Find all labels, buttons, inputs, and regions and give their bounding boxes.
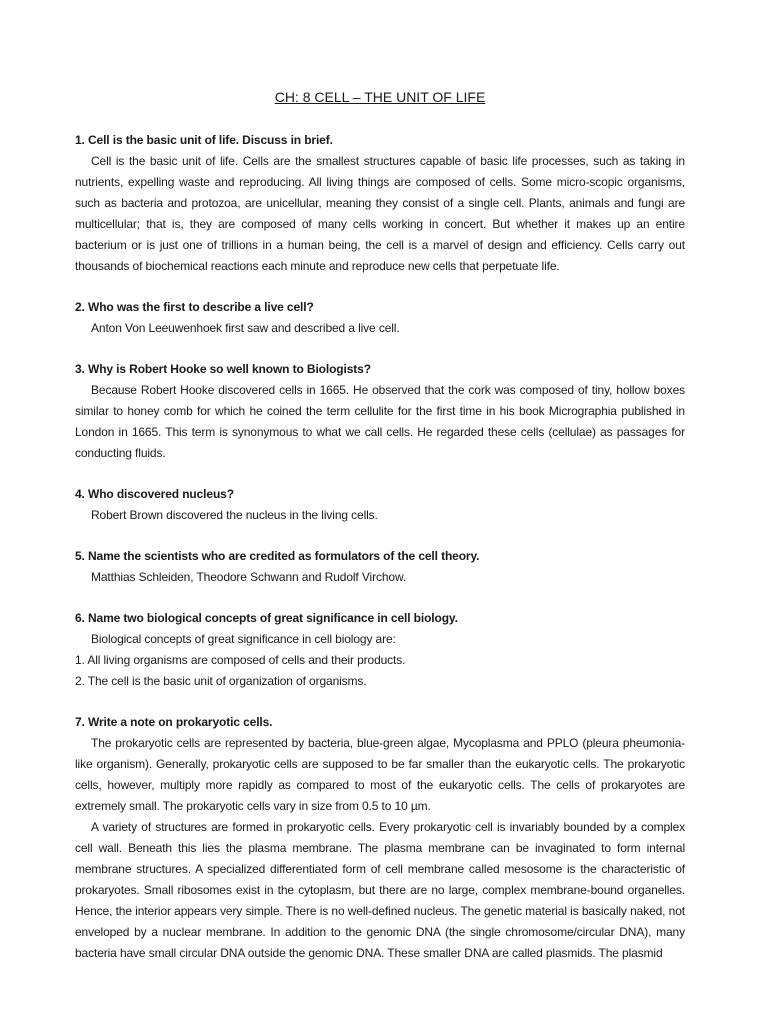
question-block-1 [75,130,685,277]
question-block-6 [75,608,685,692]
question-block-7 [75,712,685,964]
answer-paragraph: Cell is the basic unit of life. Cells are the smallest structures capable of basic life processes, such as taking in nutrients, expelling waste and reproducing. All living things are composed of cells. Some micro-scopic organisms, such as bacteria and protozoa, are unicellular, meaning they consist of a single cell. Plants, animals and fungi are multicellular; that is, they are composed of many cells working in concert. But whether it makes up an entire bacterium or is just one of trillions in a human being, the cell is a marvel of design and efficiency. Cells carry out thousands of biochemical reactions each minute and reproduce new cells that perpetuate life. [75,154,685,273]
question-block-3 [75,359,685,464]
question-heading: 1. Cell is the basic unit of life. Discuss in brief. [75,133,333,147]
question-heading: 7. Write a note on prokaryotic cells. [75,715,273,729]
question-heading: 3. Why is Robert Hooke so well known to Biologists? [75,362,371,376]
question-heading: 5. Name the scientists who are credited as formulators of the cell theory. [75,549,480,563]
answer-paragraph: Because Robert Hooke discovered cells in 1665. He observed that the cork was composed of tiny, hollow boxes similar to honey comb for which he coined the term cellulite for the first time in his book Micrographia published in London in 1665. This term is synonymous to what we call cells. He regarded these cells (cellulae) as passages for conducting fluids. [75,383,685,460]
question-heading: 4. Who discovered nucleus? [75,487,234,501]
answer-paragraph: A variety of structures are formed in prokaryotic cells. Every prokaryotic cell is invariably bounded by a complex cell wall. Beneath this lies the plasma membrane. The plasma membrane can be invaginated to form internal membrane structures. A specialized differentiated form of cell membrane called mesosome is the characteristic of prokaryotes. Small ribosomes exist in the cytoplasm, but there are no large, complex membrane-bound organelles. Hence, the interior appears very simple. There is no well-defined nucleus. The genetic material is basically naked, not enveloped by a nuclear membrane. In addition to the genomic DNA (the single chromosome/circular DNA), many bacteria have small circular DNA outside the genomic DNA. These smaller DNA are called plasmids. The plasmid [75,820,685,960]
question-block-2 [75,297,685,339]
answer-paragraph: Robert Brown discovered the nucleus in the living cells. [91,508,378,522]
document-title: CH: 8 CELL – THE UNIT OF LIFE [274,89,486,105]
question-heading: 2. Who was the first to describe a live cell? [75,300,314,314]
answer-paragraph: Matthias Schleiden, Theodore Schwann and Rudolf Virchow. [91,570,407,584]
document-body [75,130,685,984]
answer-paragraph: The prokaryotic cells are represented by bacteria, blue-green algae, Mycoplasma and PPLO (pleura pheumonia-like organism). Generally, prokaryotic cells are supposed to be far smaller than the eukaryotic cells. The prokaryotic cells, however, multiply more rapidly as compared to most of the eukaryotic cells. The cells of prokaryotes are extremely small. The prokaryotic cells vary in size from 0.5 to 10 µm. [75,736,685,813]
question-block-4 [75,484,685,526]
list-item: 1. All living organisms are composed of cells and their products. [75,653,406,667]
answer-paragraph: Biological concepts of great significance in cell biology are: [91,632,396,646]
question-block-5 [75,546,685,588]
list-item: 2. The cell is the basic unit of organization of organisms. [75,674,367,688]
answer-paragraph: Anton Von Leeuwenhoek first saw and described a live cell. [91,321,400,335]
question-heading: 6. Name two biological concepts of great significance in cell biology. [75,611,458,625]
